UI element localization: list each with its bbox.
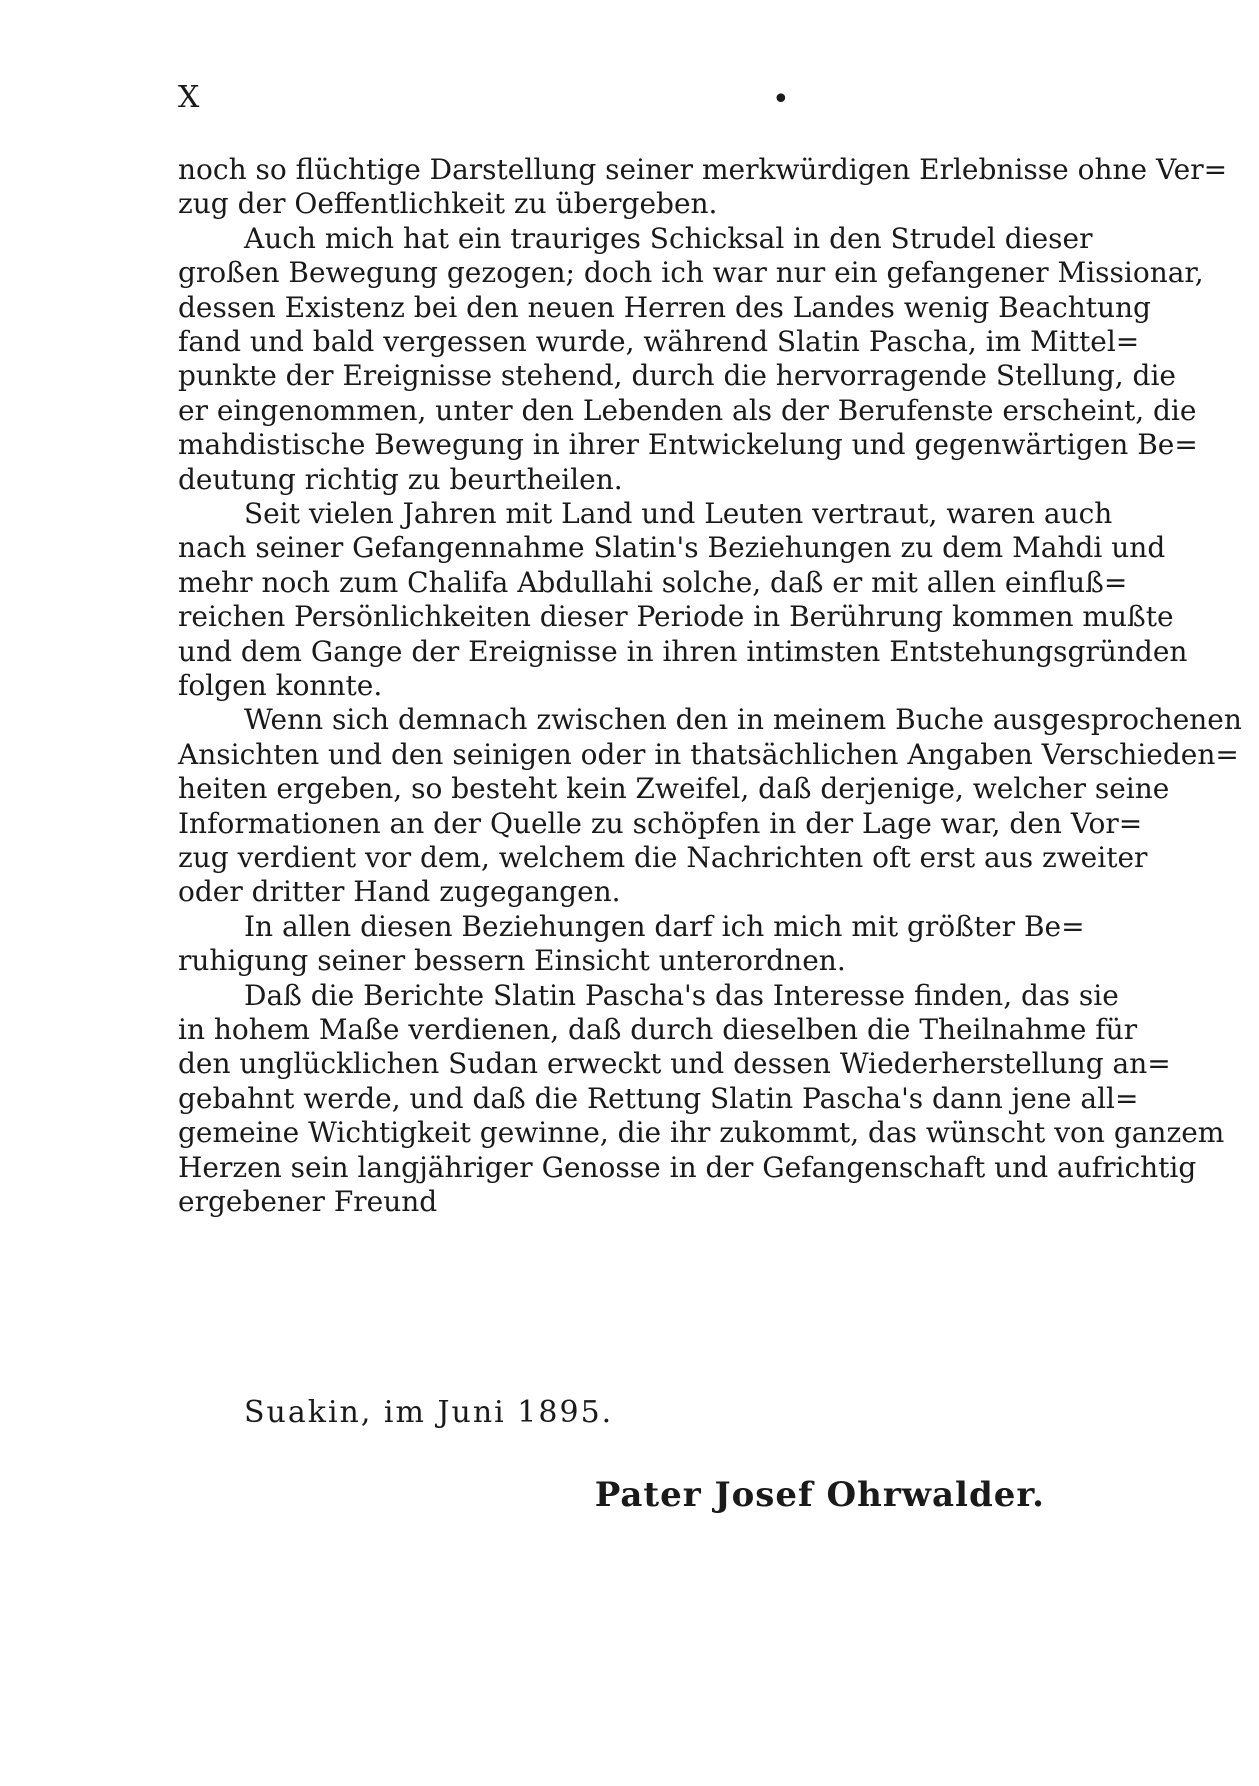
text-line: In allen diesen Beziehungen darf ich mich mit größter Be= [244, 909, 1085, 943]
text-line: ergebener Freund [178, 1185, 438, 1218]
text-line: zug verdient vor dem, welchem die Nachrichten oft erst aus zweiter [178, 841, 1148, 874]
text-line: mehr noch zum Chalifa Abdullahi solche, daß er mit allen einfluß= [178, 565, 1128, 599]
text-line: Herzen sein langjähriger Genosse in der Gefangenschaft und aufrichtig [178, 1150, 1197, 1184]
text-line: den unglücklichen Sudan erweckt und dessen Wiederherstellung an= [178, 1047, 1171, 1081]
page-marker-dot: • [772, 82, 790, 117]
text-line: Daß die Berichte Slatin Pascha's das Interesse finden, das sie [244, 978, 1119, 1012]
text-line: dessen Existenz bei den neuen Herren des Landes wenig Beachtung [178, 290, 1151, 324]
text-line: heiten ergeben, so besteht kein Zweifel, daß derjenige, welcher seine [178, 772, 1170, 806]
text-line: und dem Gange der Ereignisse in ihren intimsten Entstehungsgründen [178, 634, 1188, 668]
text-line: in hohem Maße verdienen, daß durch dieselben die Theilnahme für [178, 1013, 1138, 1046]
text-line: folgen konnte. [178, 669, 383, 702]
text-line: Informationen an der Quelle zu schöpfen in der Lage war, den Vor= [178, 806, 1143, 840]
text-line: Seit vielen Jahren mit Land und Leuten vertraut, waren auch [244, 497, 1113, 530]
text-line: mahdistische Bewegung in ihrer Entwickelung und gegenwärtigen Be= [178, 428, 1198, 462]
text-line: gebahnt werde, und daß die Rettung Slatin Pascha's dann jene all= [178, 1081, 1139, 1115]
text-line: deutung richtig zu beurtheilen. [178, 462, 623, 496]
text-line: noch so flüchtige Darstellung seiner merkwürdigen Erlebnisse ohne Ver= [178, 153, 1228, 186]
text-line: Wenn sich demnach zwischen den in meinem Buche ausgesprochenen [244, 703, 1242, 737]
text-line: punkte der Ereignisse stehend, durch die hervorragende Stellung, die [178, 359, 1176, 393]
text-line: fand und bald vergessen wurde, während Slatin Pascha, im Mittel= [178, 325, 1140, 358]
text-line: er eingenommen, unter den Lebenden als der Berufenste erscheint, die [178, 393, 1197, 427]
text-line: Ansichten und den seinigen oder in thatsächlichen Angaben Verschieden= [178, 737, 1239, 771]
place-date-line: Suakin, im Juni 1895. [244, 1395, 614, 1430]
text-line: zug der Oeffentlichkeit zu übergeben. [178, 187, 718, 221]
page-number: X [178, 80, 201, 115]
text-line: nach seiner Gefangennahme Slatin's Beziehungen zu dem Mahdi und [178, 531, 1166, 565]
text-line: gemeine Wichtigkeit gewinne, die ihr zukommt, das wünscht von ganzem [178, 1116, 1225, 1150]
text-line: Auch mich hat ein trauriges Schicksal in den Strudel dieser [244, 221, 1093, 255]
text-line: großen Bewegung gezogen; doch ich war nur ein gefangener Missionar, [178, 256, 1204, 290]
text-line: oder dritter Hand zugegangen. [178, 875, 621, 909]
text-line: reichen Persönlichkeiten dieser Periode in Berührung kommen mußte [178, 600, 1174, 634]
author-signature: Pater Josef Ohrwalder. [594, 1475, 1045, 1515]
text-line: ruhigung seiner bessern Einsicht unterordnen. [178, 944, 846, 978]
